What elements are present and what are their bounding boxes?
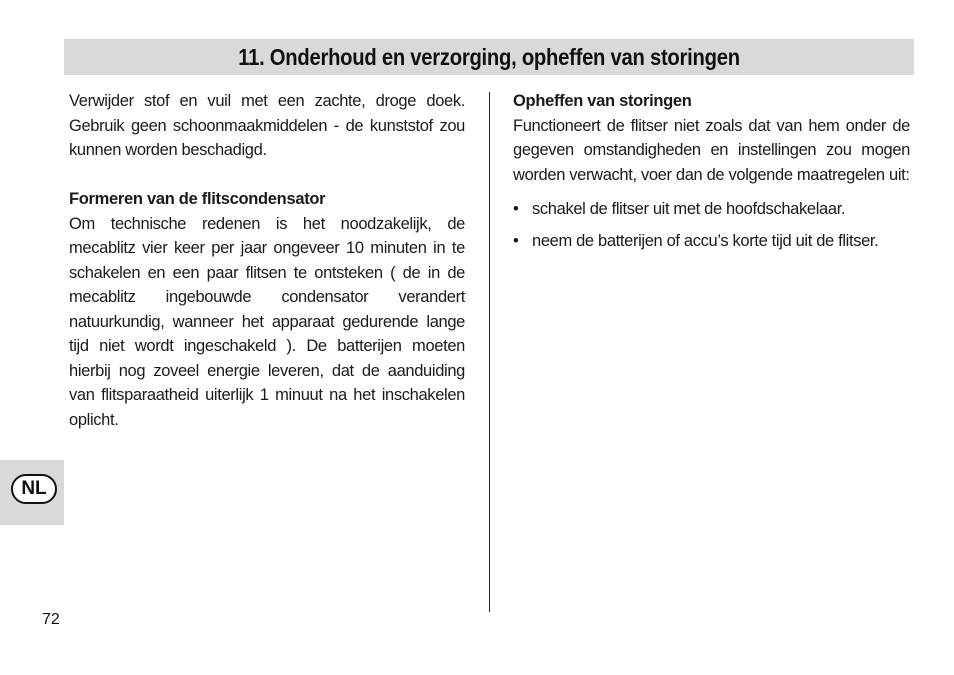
- column-divider: [489, 92, 490, 612]
- page-title: 11. Onderhoud en verzorging, opheffen van storingen: [238, 43, 740, 70]
- title-bar: [64, 39, 914, 75]
- bullet-list: [513, 197, 910, 253]
- page-number: 72: [42, 611, 60, 628]
- bullet-icon: •: [513, 231, 519, 250]
- section-heading-storingen: Opheffen van storingen: [513, 92, 692, 110]
- list-item-text: neem de batterijen of accu’s korte tijd uit de flitser.: [532, 231, 879, 250]
- section-body-condensator: Om technische redenen is het noodzakelijk, de mecablitz vier keer per jaar ongeveer 10 minuten in te schakelen en een paar flitsen te ontsteken ( de in de mecablitz ingebouwde condensator verandert natuurkundig, wanneer het apparaat gedurende lange tijd niet wordt ingeschakeld ). De batterijen moeten hierbij nog zoveel energie leveren, dat de aanduiding van flitsparaatheid uiterlijk 1 minuut na het inschakelen oplicht.: [69, 214, 465, 429]
- language-badge: NL: [11, 474, 57, 504]
- list-item-text: schakel de flitser uit met de hoofdschakelaar.: [532, 200, 846, 218]
- right-column: [513, 89, 910, 260]
- bullet-icon: •: [513, 200, 519, 218]
- intro-paragraph: Verwijder stof en vuil met een zachte, droge doek. Gebruik geen schoonmaakmiddelen - de kunststof zou kunnen worden beschadigd.: [69, 92, 465, 159]
- list-item: [513, 229, 910, 254]
- list-item: [513, 197, 910, 222]
- language-tab: [0, 460, 64, 525]
- section-body-storingen: Functioneert de flitser niet zoals dat van hem onder de gegeven omstandigheden en instellingen zou mogen worden verwacht, voer dan de volgende maatregelen uit:: [513, 116, 910, 184]
- left-column: [69, 89, 465, 432]
- section-heading-condensator: Formeren van de flitscondensator: [69, 190, 326, 208]
